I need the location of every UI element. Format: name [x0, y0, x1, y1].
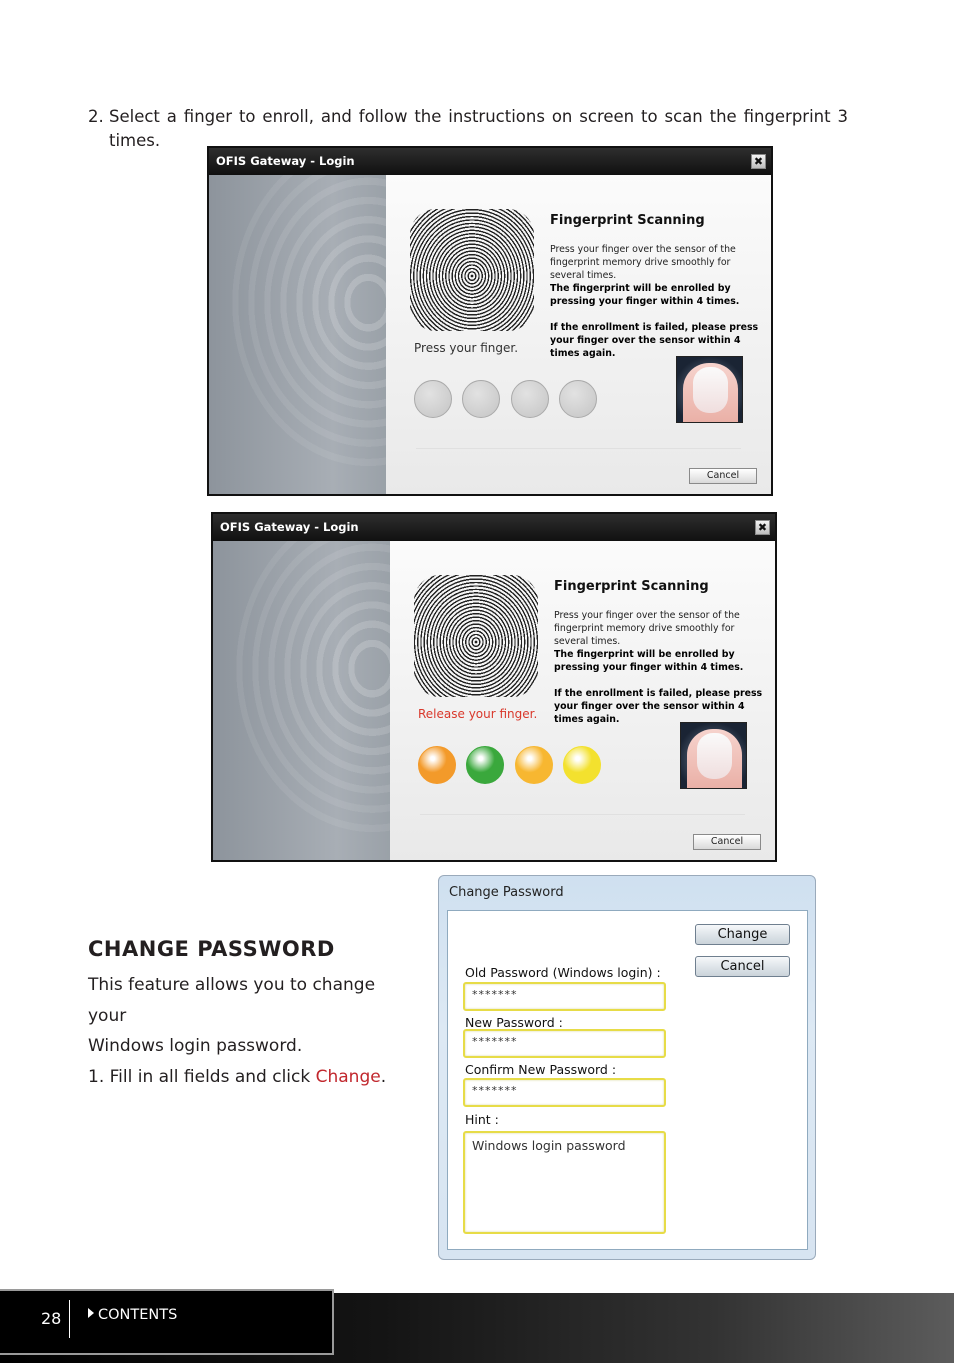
fingerprint-dialog-2 [211, 512, 777, 862]
step-1-instruction: 1. Fill in all fields and click Change. [88, 1066, 387, 1087]
section-title: CHANGE PASSWORD [88, 937, 335, 961]
confirm-password-label: Confirm New Password : [465, 1062, 617, 1077]
section-description [88, 970, 418, 1092]
scan-status: Press your finger. [414, 341, 519, 355]
thumb-on-sensor-icon [680, 722, 747, 789]
step-text: Select a finger to enroll, and follow the instructions on screen to scan the fingerprint 3 times. [109, 107, 848, 150]
fail-note: If the enrollment is failed, please press your finger over the sensor within 4 times again. [554, 688, 763, 725]
page-number: 28 [41, 1309, 62, 1328]
desc-line-2: Windows login password. [88, 1036, 303, 1056]
enroll-note: The fingerprint will be enrolled by pressing your finger within 4 times. [554, 649, 744, 673]
fingerprint-image [414, 575, 538, 697]
fingerprint-dialog-1 [207, 146, 773, 496]
dialog-content [390, 541, 775, 860]
progress-dot [559, 380, 597, 418]
change-password-window [438, 875, 816, 1260]
progress-dot [462, 380, 500, 418]
hint-label: Hint : [465, 1112, 499, 1127]
confirm-password-input[interactable]: ******* [463, 1078, 666, 1107]
fail-note: If the enrollment is failed, please press your finger over the sensor within 4 times again. [550, 322, 759, 359]
play-arrow-icon [88, 1308, 94, 1318]
contents-link[interactable]: CONTENTS [88, 1307, 177, 1323]
progress-dot [466, 746, 504, 784]
new-password-label: New Password : [465, 1015, 563, 1030]
instruction-text: Press your finger over the sensor of the fingerprint memory drive smoothly for several times. [554, 610, 740, 647]
old-password-label: Old Password (Windows login) : [465, 965, 661, 980]
progress-dot [414, 380, 452, 418]
cancel-button[interactable]: Cancel [695, 956, 790, 977]
window-title: OFIS Gateway - Login [209, 148, 771, 175]
dialog-heading: Fingerprint Scanning [554, 579, 709, 594]
cancel-button[interactable]: Cancel [693, 834, 761, 850]
dialog-instructions [550, 243, 760, 360]
fingerprint-sidebar-art [213, 541, 390, 860]
footer-divider [69, 1300, 70, 1338]
dialog-content [386, 175, 771, 494]
step-number: 2. [88, 107, 104, 126]
progress-dot [511, 380, 549, 418]
window-title: Change Password [449, 885, 564, 900]
dialog-instructions [554, 609, 764, 726]
progress-dot [563, 746, 601, 784]
thumb-on-sensor-icon [676, 356, 743, 423]
progress-dot [515, 746, 553, 784]
close-icon[interactable]: ✖ [751, 154, 766, 169]
change-highlight: Change [315, 1066, 381, 1087]
change-password-form [447, 910, 808, 1250]
desc-line-1: This feature allows you to change your [88, 975, 376, 1026]
fingerprint-sidebar-art [209, 175, 386, 494]
old-password-input[interactable]: ******* [463, 982, 666, 1011]
new-password-input[interactable]: ******* [463, 1029, 666, 1058]
scan-status: Release your finger. [418, 707, 538, 721]
hint-input[interactable]: Windows login password [463, 1131, 666, 1234]
dialog-heading: Fingerprint Scanning [550, 213, 705, 228]
window-title: OFIS Gateway - Login [213, 514, 775, 541]
cancel-button[interactable]: Cancel [689, 468, 757, 484]
change-button[interactable]: Change [695, 924, 790, 945]
fingerprint-image [410, 209, 534, 331]
progress-dot [418, 746, 456, 784]
close-icon[interactable]: ✖ [755, 520, 770, 535]
instruction-text: Press your finger over the sensor of the fingerprint memory drive smoothly for several times. [550, 244, 736, 281]
enroll-note: The fingerprint will be enrolled by pressing your finger within 4 times. [550, 283, 740, 307]
